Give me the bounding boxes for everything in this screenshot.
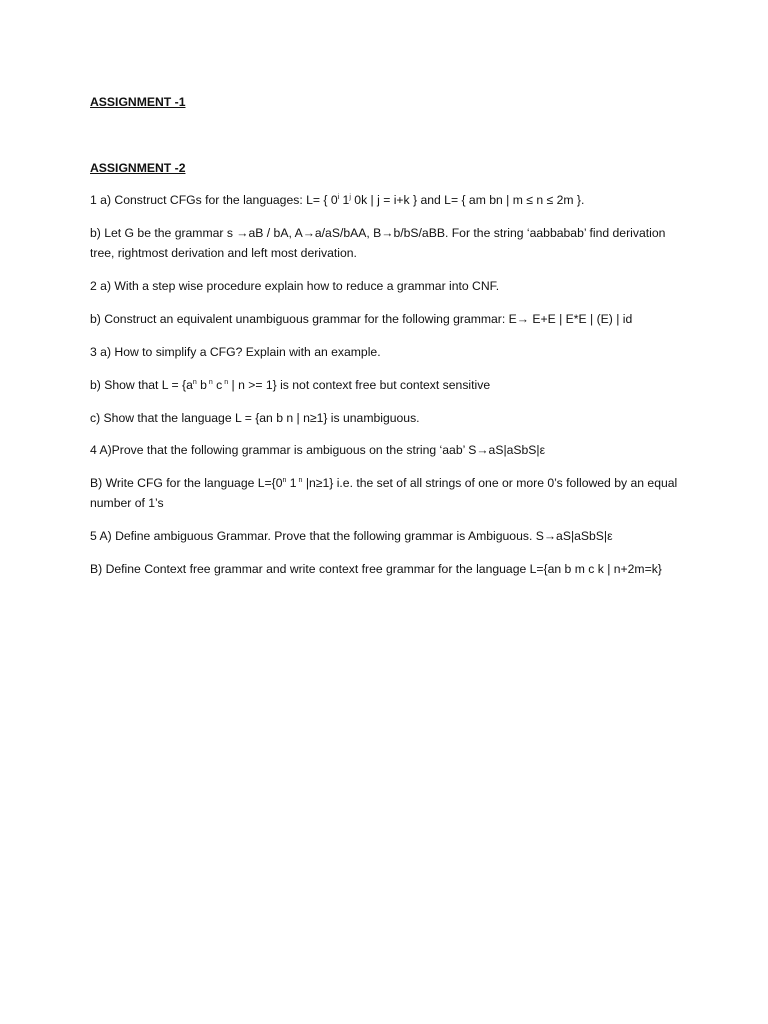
question-1a-text: 0k | j = i+k } and L= { am bn | m ≤ n ≤ 2m }. <box>350 193 585 207</box>
question-1a <box>90 190 680 210</box>
question-4b-text: B) Write CFG for the language L={0 <box>90 476 283 490</box>
superscript-j: j <box>349 194 351 201</box>
superscript-n: n <box>282 477 287 484</box>
question-4a: 4 A)Prove that the following grammar is ambiguous on the string ‘aab’ S→aS|aSbS|ε <box>90 443 546 457</box>
superscript-n: n <box>206 379 213 386</box>
question-1a-text: 1 <box>339 193 350 207</box>
question-4b-text: 1 <box>286 476 297 490</box>
question-2b: b) Construct an equivalent unambiguous grammar for the following grammar: E→ E+E | E*E | (E) | id <box>90 312 633 326</box>
assignment-2-heading: ASSIGNMENT -2 <box>90 161 186 175</box>
question-1b: b) Let G be the grammar s →aB / bA, A→a/aS/bAA, B→b/bS/aBB. For the string ‘aabbabab’ find derivation tree, rightmost derivation and left most derivation. <box>90 226 666 260</box>
superscript-n: n <box>192 379 197 386</box>
superscript-n: n <box>296 477 303 484</box>
question-3b-text: b) Show that L = {a <box>90 378 193 392</box>
question-3b-text: b <box>196 378 207 392</box>
question-1a-text: 1 a) Construct CFGs for the languages: L= { 0 <box>90 193 338 207</box>
question-3c: c) Show that the language L = {an b n | n≥1} is unambiguous. <box>90 411 420 425</box>
question-3b <box>90 375 680 395</box>
question-5a: 5 A) Define ambiguous Grammar. Prove that the following grammar is Ambiguous. S→aS|aSbS|ε <box>90 529 613 543</box>
question-2a: 2 a) With a step wise procedure explain how to reduce a grammar into CNF. <box>90 279 500 293</box>
question-5b: B) Define Context free grammar and write context free grammar for the language L={an b m c k | n+2m=k} <box>90 562 662 576</box>
question-3b-text: | n >= 1} is not context free but context sensitive <box>228 378 491 392</box>
question-4b <box>90 473 680 513</box>
question-3a: 3 a) How to simplify a CFG? Explain with an example. <box>90 345 381 359</box>
question-3b-text: c <box>212 378 223 392</box>
superscript-n: n <box>222 379 229 386</box>
question-4b-text: |n≥1} i.e. the set of all strings of one or more 0’s followed by an equal number of 1’s <box>90 476 678 510</box>
assignment-1-heading: ASSIGNMENT -1 <box>90 95 186 109</box>
superscript-i: i <box>337 194 340 201</box>
